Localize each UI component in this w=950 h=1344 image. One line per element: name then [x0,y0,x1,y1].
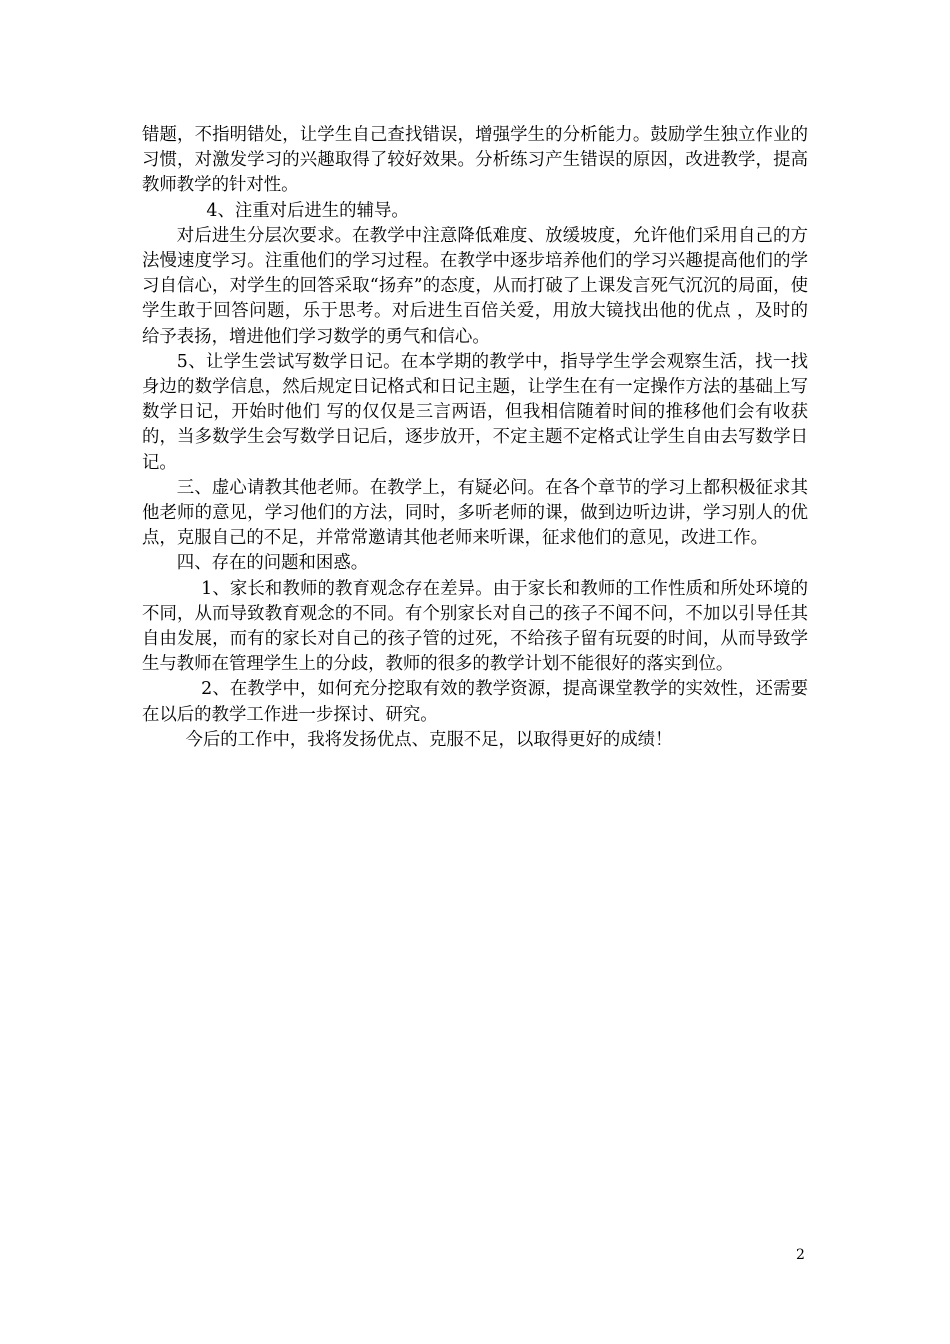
heading-problems: 四、存在的问题和困惑。 [176,553,369,574]
page-number: 2 [796,1247,805,1263]
paragraph-lagging-students: 对后进生分层次要求。在教学中注意降低难度、放缓坡度，允许他们采用自己的方法慢速度学习。注重他们的学习过程。在教学中逐步培养他们的学习兴趣提高他们的学习自信心，对学生的回答采取“扬弃”的态度，从而打破了上课发言死气沉沉的局面，使学生敢于回答问题，乐于思考。对后进生百倍关爱，用放大镜找出他的优点 ，及时的给予表扬，增进他们学习数学的勇气和信心。 [142,225,808,347]
heading-lagging-students: 4、注重对后进生的辅导。 [206,200,409,221]
paragraph-conclusion: 今后的工作中，我将发扬优点、克服不足，以取得更好的成绩！ [185,729,673,750]
paragraph-math-diary: 5、让学生尝试写数学日记。在本学期的教学中，指导学生学会观察生活，找一找身边的数学信息，然后规定日记格式和日记主题，让学生在有一定操作方法的基础上写数学日记，开始时他们 写的仅仅是三言两语，但我相信随着时间的推移他们会有收获的，当多数学生会写数学日记后，逐步放开，不定主题不定格式让学生自由去写数学日记。 [142,351,808,473]
paragraph-problem-1: 1、家长和教师的教育观念存在差异。由于家长和教师的工作性质和所处环境的不同，从而导致教育观念的不同。有个别家长对自己的孩子不闻不问，不加以引导任其自由发展，而有的家长对自己的孩子管的过死，不给孩子留有玩耍的时间，从而导致学生与教师在管理学生上的分歧，教师的很多的教学计划不能很好的落实到位。 [142,578,808,675]
paragraph-problem-2: 2、在教学中，如何充分挖取有效的教学资源，提高课堂教学的实效性，还需要在以后的教学工作进一步探讨、研究。 [142,679,808,725]
document-body [142,123,808,753]
paragraph-consult-teachers: 三、虚心请教其他老师。在教学上，有疑必问。在各个章节的学习上都积极征求其他老师的意见，学习他们的方法，同时，多听老师的课，做到边听边讲，学习别人的优点，克服自己的不足，并常常邀请其他老师来听课，征求他们的意见，改进工作。 [142,477,808,549]
paragraph-error-analysis: 错题，不指明错处，让学生自己查找错误，增强学生的分析能力。鼓励学生独立作业的习惯，对激发学习的兴趣取得了较好效果。分析练习产生错误的原因，改进教学，提高教师教学的针对性。 [142,125,808,196]
